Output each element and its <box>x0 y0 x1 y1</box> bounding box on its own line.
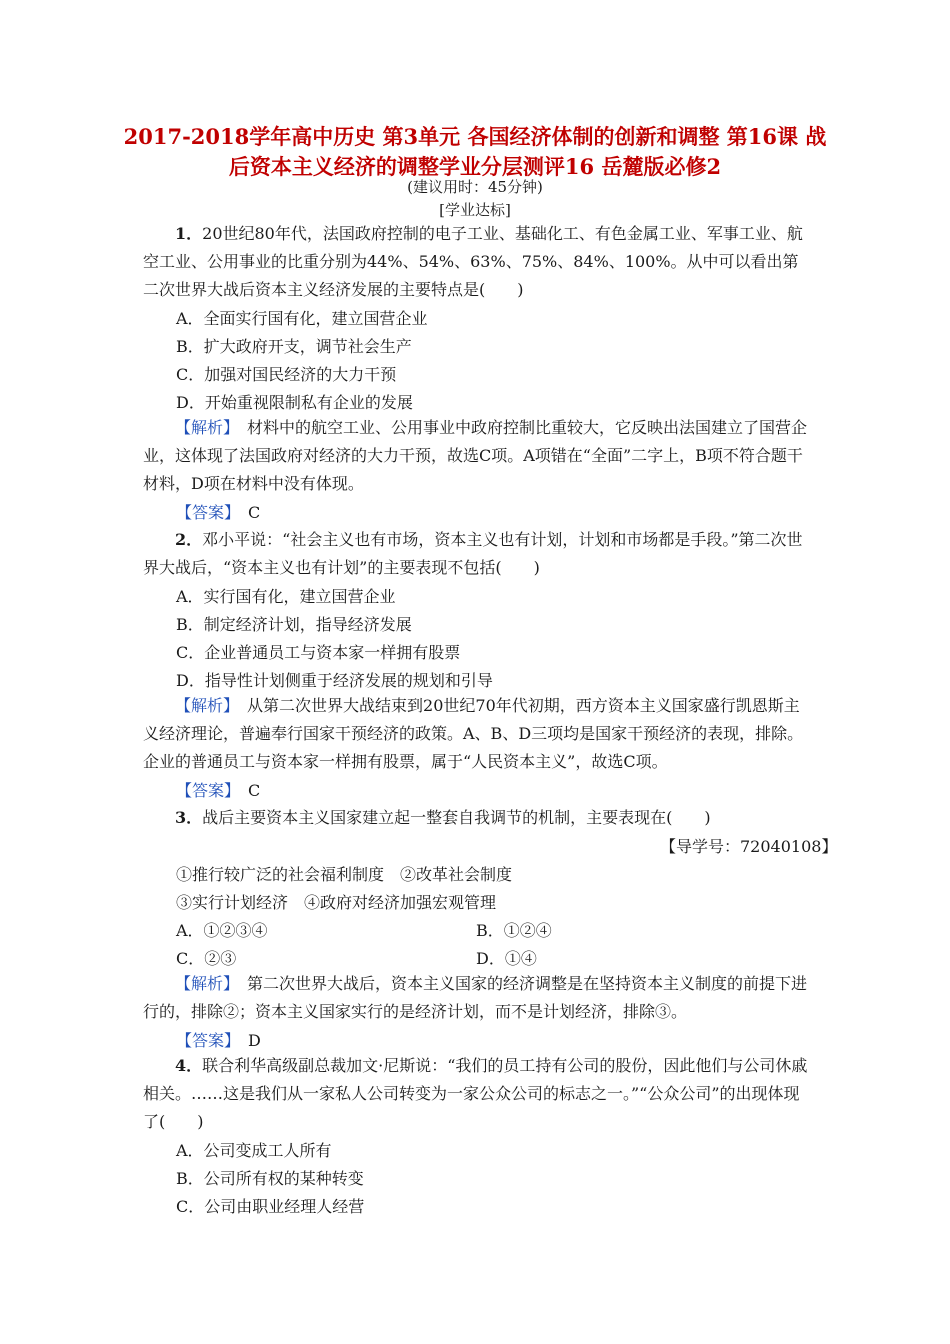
analysis-label: 【解析】 <box>175 418 232 437</box>
question-number: 1． <box>175 224 203 243</box>
question-4-stem: 4．联合利华高级副总裁加文·尼斯说：“我们的员工持有公司的股份，因此他们与公司休戚相关。……这是我们从一家私人公司转变为一家公众公司的标志之一。”“公众公司”的出现体现了( ) <box>143 1056 808 1131</box>
q2-option-c: C．企业普通员工与资本家一样拥有股票 <box>176 643 461 662</box>
q3-item-line-1: ①推行较广泛的社会福利制度 ②改革社会制度 <box>176 865 513 884</box>
q3-option-d: D．①④ <box>476 949 537 968</box>
q3-answer: 【答案】 D <box>176 1031 261 1050</box>
q4-option-a: A．公司变成工人所有 <box>176 1141 332 1160</box>
q1-option-b: B．扩大政府开支，调节社会生产 <box>176 337 412 356</box>
section-heading: [学业达标] <box>439 201 511 219</box>
q2-option-a: A．实行国有化，建立国营企业 <box>176 587 396 606</box>
q2-analysis: 【解析】 从第二次世界大战结束到20世纪70年代初期，西方资本主义国家盛行凯恩斯主义经济理论，普遍奉行国家干预经济的政策。A、B、D三项均是国家干预经济的表现，排除。企业的普通员工与资本家一样拥有股票，属于“人民资本主义”，故选C项。 <box>143 696 804 771</box>
document-title: 2017-2018学年高中历史 第3单元 各国经济体制的创新和调整 第16课 战后资本主义经济的调整学业分层测评16 岳麓版必修2 <box>123 124 827 179</box>
q2-option-b: B．制定经济计划，指导经济发展 <box>176 615 412 634</box>
q1-answer: 【答案】 C <box>176 503 261 522</box>
q3-option-a: A．①②③④ <box>176 921 268 940</box>
q4-option-b: B．公司所有权的某种转变 <box>176 1169 364 1188</box>
analysis-label: 【解析】 <box>175 696 232 715</box>
question-number: 4． <box>175 1056 203 1075</box>
analysis-label: 【解析】 <box>175 974 232 993</box>
answer-label: 【答案】 <box>176 1031 233 1050</box>
time-note: (建议用时：45分钟) <box>407 178 543 196</box>
q2-option-d: D．指导性计划侧重于经济发展的规划和引导 <box>176 671 493 690</box>
q1-option-d: D．开始重视限制私有企业的发展 <box>176 393 413 412</box>
q3-option-b: B．①②④ <box>476 921 552 940</box>
answer-label: 【答案】 <box>176 503 233 522</box>
guide-number: 【导学号：72040108】 <box>660 837 838 856</box>
question-2-stem: 2．邓小平说：“社会主义也有市场，资本主义也有计划，计划和市场都是手段。”第二次世界大战后，“资本主义也有计划”的主要表现不包括( ) <box>143 530 803 577</box>
question-3-stem: 3．战后主要资本主义国家建立起一整套自我调节的机制，主要表现在( ) <box>175 808 711 827</box>
question-number: 3． <box>175 808 203 827</box>
answer-label: 【答案】 <box>176 781 233 800</box>
question-1-stem: 1．20世纪80年代，法国政府控制的电子工业、基础化工、有色金属工业、军事工业、航空工业、公用事业的比重分别为44%、54%、63%、75%、84%、100%。从中可以看出第二次世界大战后资本主义经济发展的主要特点是( ) <box>143 224 803 299</box>
q2-answer: 【答案】 C <box>176 781 261 800</box>
q3-item-line-2: ③实行计划经济 ④政府对经济加强宏观管理 <box>176 893 497 912</box>
q3-option-c: C．②③ <box>176 949 237 968</box>
q1-analysis: 【解析】 材料中的航空工业、公用事业中政府控制比重较大，它反映出法国建立了国营企业，这体现了法国政府对经济的大力干预，故选C项。A项错在“全面”二字上，B项不符合题干材料，D项在材料中没有体现。 <box>143 418 808 493</box>
q1-option-a: A．全面实行国有化，建立国营企业 <box>176 309 428 328</box>
q4-option-c: C．公司由职业经理人经营 <box>176 1197 365 1216</box>
q1-option-c: C．加强对国民经济的大力干预 <box>176 365 397 384</box>
question-number: 2． <box>175 530 203 549</box>
q3-analysis: 【解析】 第二次世界大战后，资本主义国家的经济调整是在坚持资本主义制度的前提下进行的，排除②；资本主义国家实行的是经济计划，而不是计划经济，排除③。 <box>143 974 808 1021</box>
